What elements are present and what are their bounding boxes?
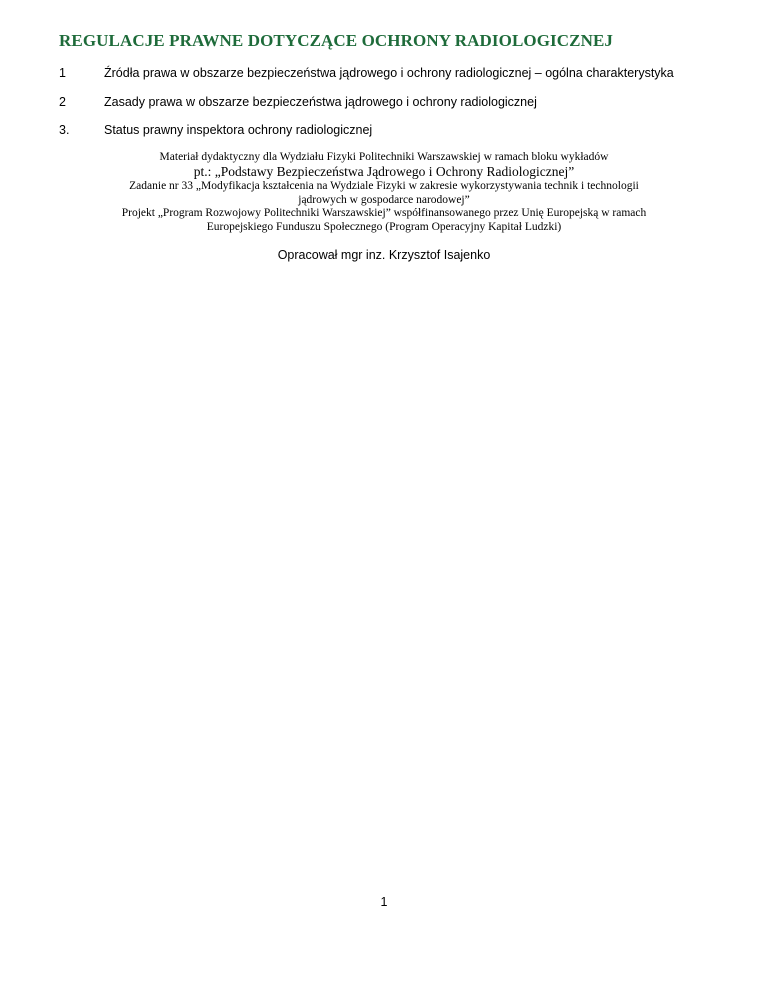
funding-info-line: Projekt „Program Rozwojowy Politechniki Warszawskiej” współfinansowanego przez Unię Europejską w ramach [121, 207, 647, 219]
funding-info-line: jądrowych w gospodarce narodowej” [298, 194, 470, 206]
funding-info-line: Zadanie nr 33 „Modyfikacja kształcenia na Wydziale Fizyki w zakresie wykorzystywania technik i technologii [129, 180, 639, 192]
contents-item-text: Źródła prawa w obszarze bezpieczeństwa jądrowego i ochrony radiologicznej – ogólna charakterystyka [104, 66, 674, 80]
author-credit: Opracował mgr inz. Krzysztof Isajenko [277, 248, 491, 262]
contents-item-number: 3. [59, 123, 70, 137]
funding-info-line: Materiał dydaktyczny dla Wydziału Fizyki Politechniki Warszawskiej w ramach bloku wykładów [159, 151, 609, 163]
contents-item-number: 2 [59, 95, 66, 109]
document-title: REGULACJE PRAWNE DOTYCZĄCE OCHRONY RADIOLOGICZNEJ [59, 31, 613, 50]
contents-item-number: 1 [59, 66, 66, 80]
funding-info-line: Europejskiego Funduszu Społecznego (Program Operacyjny Kapitał Ludzki) [206, 221, 562, 233]
contents-item-text: Zasady prawa w obszarze bezpieczeństwa jądrowego i ochrony radiologicznej [104, 95, 537, 109]
page-number: 1 [380, 895, 388, 909]
lecture-block-title: pt.: „Podstawy Bezpieczeństwa Jądrowego i Ochrony Radiologicznej” [193, 164, 575, 179]
contents-item-text: Status prawny inspektora ochrony radiologicznej [104, 123, 373, 137]
